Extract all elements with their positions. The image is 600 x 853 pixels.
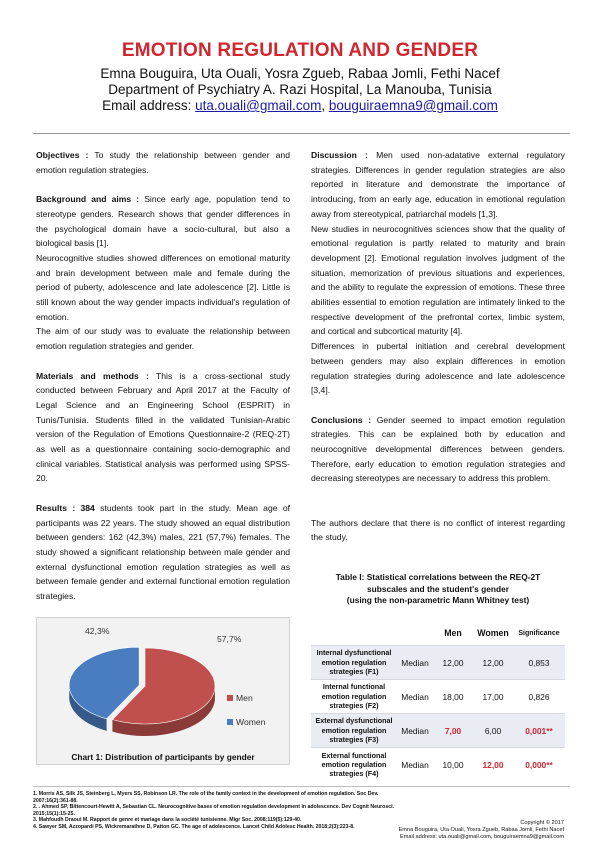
results-sample-size: 384 (75, 502, 95, 513)
legend-label-men: Men (236, 693, 253, 703)
row-women-value: 6,00 (473, 714, 513, 748)
discussion-paragraph-3: Differences in pubertal initiation and cerebral development between genders may also explain differences in emotion regulation strategies during adolescence and late adolescence [3,4]. (311, 341, 565, 396)
table-row (311, 714, 565, 748)
discussion-section (311, 148, 565, 222)
legend-swatch-men (227, 695, 233, 701)
conclusions-section (311, 413, 565, 487)
background-text: Since early age, population tend to stereotype genders. Research shows that gender differences in the psychological domain have a socio-cultural, but also a biological basis [1]. (36, 194, 290, 249)
row-women-value: 17,00 (473, 680, 513, 714)
footer-authors: Emna Bouguira, Uta Ouali, Yosra Zgueb, Rabaa Jomli, Fethi Nacef (398, 826, 564, 833)
table-title (311, 572, 565, 607)
footer-emails: Email address: uta.ouali@gmail.com, bouguiraemna9@gmail.com (399, 833, 564, 840)
background-paragraph-2: Neurocognitive studies showed differences on emotional maturity and brain development between male and female during the period of puberty, adolescence and late adolescence [2]. Little is still known about the way gender impacts individual's regulation of emotion. (36, 252, 290, 322)
email-separator: , (321, 98, 329, 113)
conclusions-heading: Conclusions : (311, 414, 372, 425)
row-statistic: Median (397, 680, 433, 714)
reference-item: 4. Sawyer SM, Azzopardi PS, Wickremarathne D, Patton GC. The age of adolescence. Lancet Child Adolesc Health. 2018;2(3):223-8. (33, 823, 355, 830)
reference-item: 3. Mahfoudh Draoui M. Rapport de genre et mariage dans la société tunisienne. Migr Soc. 2008;119(5):129-40. (33, 817, 302, 824)
objectives-heading: Objectives : (36, 150, 89, 160)
objectives-text: To study the relationship between gender and emotion regulation strategies. (36, 150, 290, 175)
methods-section (36, 369, 290, 487)
discussion-heading: Discussion : (311, 150, 368, 160)
row-label: External functional emotion regulation strategies (F4) (311, 748, 397, 782)
table-row (311, 748, 565, 782)
row-women-value: 12,00 (473, 646, 513, 680)
row-significance: 0,826 (513, 680, 565, 714)
email-label: Email address: (102, 98, 196, 113)
gender-pie-chart (36, 617, 290, 765)
objectives-section (36, 148, 290, 177)
row-statistic: Median (397, 646, 433, 680)
poster-title: EMOTION REGULATION AND GENDER (121, 40, 479, 61)
table-row (311, 646, 565, 680)
table-title-line-1: Table I: Statistical correlations between the REQ-2T (335, 572, 541, 582)
right-column (311, 148, 565, 545)
footer-credits (380, 820, 564, 840)
pie-chart-svg (37, 618, 289, 764)
row-significance: 0,000** (513, 748, 565, 782)
pie-label-women: 57,7% (217, 634, 242, 644)
footer-divider (33, 786, 570, 787)
results-section (36, 501, 290, 604)
copyright: Copyright © 2017 (520, 820, 564, 826)
reference-item: 1. Morris AS, Silk JS, Steinberg L, Myers SS, Robinson LR. The role of the family context in the development of emotion regulation. Soc Dev. 2007;16(2):361-88. (33, 791, 379, 804)
conflict-statement: The authors declare that there is no conflict of interest regarding the study. (311, 517, 565, 543)
results-text: students took part in the study. Mean age of participants was 22 years. The study showed an equal distribution between genders: 162 (42,3%) males, 221 (57,7%) females. The study showed a significant relationship between male gender and external dysfunctional emotion regulation strategies as well as between female gender and external functional emotion regulation strategies. (36, 502, 290, 602)
discussion-paragraph-2: New studies in neurocognitives sciences show that the quality of emotional regulation is partly related to maturity and brain development [2]. Emotional regulation involves judgment of the situation, memorization of previous situations and experiences, and the ability to regulate the expression of emotions. These three abilities essential to emotion regulation are intimately linked to the respective development of the prefrontal cortex, limbic system, and cortical and subcortical maturity [4]. (311, 223, 565, 337)
table-title-line-3: (using the non-parametric Mann Whitney test) (346, 595, 530, 605)
row-label: Internal dysfunctional emotion regulation strategies (F1) (311, 646, 397, 680)
row-men-value: 10,00 (433, 748, 473, 782)
table-row (311, 680, 565, 714)
chart-caption: Chart 1: Distribution of participants by gender (71, 752, 255, 762)
table-title-line-2: subscales and the student's gender (366, 583, 510, 594)
pie-top-layer (69, 647, 215, 724)
methods-heading: Materials and methods : (36, 370, 149, 381)
header-significance: Significance (518, 629, 560, 637)
header-women: Women (477, 628, 509, 638)
background-heading: Background and aims : (36, 194, 140, 205)
row-statistic: Median (397, 714, 433, 748)
email-link-2[interactable]: bouguiraemna9@gmail.com (328, 98, 498, 113)
row-men-value: 12,00 (433, 646, 473, 680)
results-heading: Results : (36, 502, 76, 513)
header-divider (33, 133, 570, 134)
conclusions-text: Gender seemed to impact emotion regulation strategies. This can be explained both by education and neurocognitive developmental differences between genders. Therefore, early education to emotion regulation strategies and decreasing stereotypes are necessary to address this problem. (311, 414, 565, 484)
affiliation: Department of Psychiatry A. Razi Hospital, La Manouba, Tunisia (108, 82, 492, 97)
header-men: Men (444, 628, 462, 638)
pie-label-men: 42,3% (85, 626, 110, 636)
table-header-row (311, 621, 565, 646)
background-paragraph-3: The aim of our study was to evaluate the relationship between emotion regulation strategies and gender. (36, 326, 290, 352)
reference-item: 2. . Ahmed SP, Bittencourt-Hewitt A, Sebastian CL. Neurocognitive bases of emotion regulation development in adolescence. Dev Cognit Neurosci. 2015;15(1):15-25. (33, 804, 394, 817)
statistics-table (311, 621, 565, 782)
legend-label-women: Women (236, 717, 266, 727)
discussion-text: Men used non-adatative external regulatory strategies. Differences in gender regulation strategies are also reported in literature and demonstrate the importance of introducing, from an early age, education in emotional regulation away from stereotypical, patriarchal models [1,3]. (311, 150, 565, 219)
background-section (36, 192, 290, 251)
row-women-value: 12,00 (473, 748, 513, 782)
legend-swatch-women (227, 719, 233, 725)
row-men-value: 18,00 (433, 680, 473, 714)
methods-text: This is a cross-sectional study conducted between February and April 2017 at the Faculty of Legal Science and an Engineering School (ESPRIT) in Tunis/Tunisia. Students filled in the validated Tunisian-Arabic version of the Regulation of Emotions Questionnaire-2 (REQ-2T) as well as a questionnaire containing socio-demographic and clinical variables. Statistical analysis was performed using SPSS- 20. (36, 370, 291, 484)
row-statistic: Median (397, 748, 433, 782)
row-significance: 0,001** (513, 714, 565, 748)
author-list: Emna Bouguira, Uta Ouali, Yosra Zgueb, Rabaa Jomli, Fethi Nacef (100, 66, 500, 81)
row-label: Internal functional emotion regulation strategies (F2) (311, 680, 397, 714)
left-column (36, 148, 290, 604)
row-significance: 0,853 (513, 646, 565, 680)
row-label: External dysfunctional emotion regulation strategies (F3) (311, 714, 397, 748)
row-men-value: 7,00 (433, 714, 473, 748)
email-link-1[interactable]: uta.ouali@gmail.com (195, 98, 322, 113)
references (33, 791, 405, 831)
email-line (0, 98, 600, 114)
